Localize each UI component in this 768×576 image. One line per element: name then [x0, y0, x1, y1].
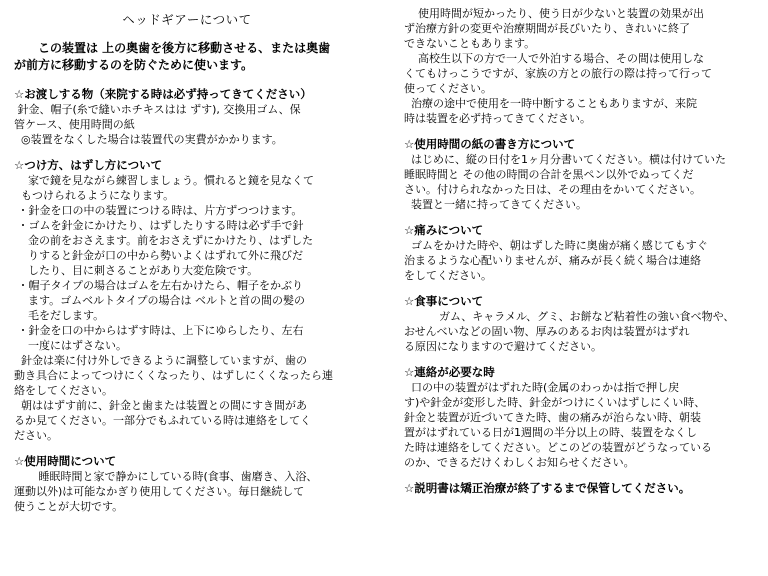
section — [14, 157, 360, 443]
section-line: もつけられるようになります。 — [14, 189, 175, 202]
section-line: 管ケース、使用時間の紙 — [14, 118, 135, 131]
section-line: 針金は楽に付け外しできるように調整していますが、歯の — [14, 354, 307, 367]
section-line: る原因になりますので避けてください。 — [404, 340, 602, 353]
section-line: 朝ははずす前に、針金と歯または装置との間にすき間があ — [14, 399, 307, 412]
section-heading: ☆食事について — [404, 294, 484, 308]
section-line: ◎装置をなくした場合は装置代の実費がかかります。 — [14, 133, 283, 146]
section-line: ・帽子タイプの場合はゴムを左右かけたら、帽子をかぶり — [14, 279, 303, 292]
section-line: のか、できるだけくわしくお知らせください。 — [404, 456, 635, 469]
section-line: 置がはずれている日が1週間の半分以上の時、装置をなくし — [404, 426, 697, 439]
section-line: ・針金を口の中の装置につける時は、片方ずつつけます。 — [14, 204, 303, 217]
intro-line: この装置は 上の奥歯を後方に移動させる、または奥歯 — [38, 41, 331, 55]
section-line: 絡をしてください。 — [14, 384, 113, 397]
section-line: ・針金を口の中からはずす時は、上下にゆらしたり、左右 — [14, 324, 304, 337]
closing-note: ☆説明書は矯正治療が終了するまで保管してください。 — [404, 481, 691, 495]
section-line: ださい。 — [14, 429, 58, 442]
left-column — [14, 6, 360, 524]
section-line: 睡眠時間と その他の時間の合計を黒ペン以外でぬってくだ — [404, 168, 694, 181]
section-line: 使ってください。 — [404, 82, 492, 95]
section-line: 治まるような心配いりませんが、痛みが長く続く場合は連絡 — [404, 254, 701, 267]
right-sections — [404, 136, 750, 470]
section-heading: ☆連絡が必要な時 — [404, 365, 495, 379]
section — [14, 453, 360, 514]
section — [404, 136, 750, 212]
section-heading: ☆使用時間の紙の書き方について — [404, 137, 576, 151]
section-line: 高校生以下の方で一人で外泊する場合、その間は使用しな — [404, 52, 704, 65]
section-line: 毛をだします。 — [14, 309, 105, 322]
section-line: できないこともあります。 — [404, 37, 536, 50]
section-line: くてもけっこうですが、家族の方との旅行の際は持って行って — [404, 67, 712, 80]
left-sections — [14, 86, 360, 514]
section-line: 装置と一緒に持ってきてください。 — [404, 198, 587, 211]
section-line: 使用時間が短かったり、使う日が少ないと装置の効果が出 — [404, 7, 704, 20]
section-line: 針金、帽子(糸で縫いホチキスはは ずす), 交換用ゴム、保 — [14, 103, 301, 116]
section-line: 一度にはずさない。 — [14, 339, 127, 352]
section-line: 口の中の装置がはずれた時(金属のわっかは指で押し戻 — [404, 381, 680, 394]
section-line: 睡眠時間と家で静かにしている時(食事、歯磨き、入浴、 — [14, 470, 318, 483]
section-line: 使うことが大切です。 — [14, 500, 124, 513]
usage-time-continued — [404, 6, 750, 126]
section-line: ・ゴムを針金にかけたり、はずしたりする時は必ず手で針 — [14, 219, 304, 232]
page-title: ヘッドギアーについて — [122, 12, 252, 27]
section-line: ます。ゴムベルトタイプの場合は ベルトと首の間の髪の — [14, 294, 306, 307]
section-heading: ☆使用時間について — [14, 454, 117, 468]
section-line: さい。付けられなかった日は、その理由をかいてください。 — [404, 183, 701, 196]
section-heading: ☆痛みについて — [404, 223, 484, 237]
section-line: をしてください。 — [404, 269, 492, 282]
section-line: た時は連絡をしてください。どこのどの装置がどうなっている — [404, 441, 712, 454]
section — [404, 222, 750, 283]
section-line: す)や針金が変形した時、針金がつけにくいはずしにくい時、 — [404, 396, 706, 409]
right-column — [404, 6, 750, 496]
section-line: ず治療方針の変更や治療期間が長びいたり、きれいに終了 — [404, 22, 690, 35]
section-line: ガム、キャラメル、グミ、お餅など粘着性の強い食べ物や、 — [404, 310, 735, 323]
section-heading: ☆つけ方、はずし方について — [14, 158, 163, 172]
section — [404, 364, 750, 470]
section-line: 家で鏡を見ながら練習しましょう。慣れると鏡を見なくて — [14, 174, 314, 187]
section-line: したり、目に刺さることがあり大変危険です。 — [14, 264, 259, 277]
intro-line: が前方に移動するのを防ぐために使います。 — [14, 58, 254, 72]
section — [404, 293, 750, 354]
section-line: ゴムをかけた時や、朝はずした時に奥歯が痛く感じてもすぐ — [404, 239, 708, 252]
section-line: 治療の途中で使用を一時中断することもありますが、来院 — [404, 97, 697, 110]
section-line: おせんべいなどの固い物、厚みのあるお肉は装置がはずれ — [404, 325, 690, 338]
section-heading: ☆お渡しする物（来院する時は必ず持ってきてください） — [14, 87, 312, 101]
section-line: 運動以外)は可能なかぎり使用してください。毎日継続して — [14, 485, 305, 498]
section-line: はじめに、縦の日付を1ヶ月分書いてください。横は付けていた — [404, 153, 726, 166]
section — [14, 86, 360, 147]
section-line: 動き具合によってつけにくくなったり、はずしにくくなったら連 — [14, 369, 333, 382]
section-line: 金の前をおさえます。前をおさえずにかけたり、はずした — [14, 234, 314, 247]
section-line: りすると針金が口の中から勢いよくはずれて外に飛びだ — [14, 249, 303, 262]
section-line: るか見てください。一部分でもふれている時は連絡をしてく — [14, 414, 311, 427]
section-line: 時は装置を必ず持ってきてください。 — [404, 112, 591, 125]
section-line: 針金と装置が近づいてきた時、歯の痛みが治らない時、朝装 — [404, 411, 701, 424]
intro-paragraph — [14, 40, 360, 74]
